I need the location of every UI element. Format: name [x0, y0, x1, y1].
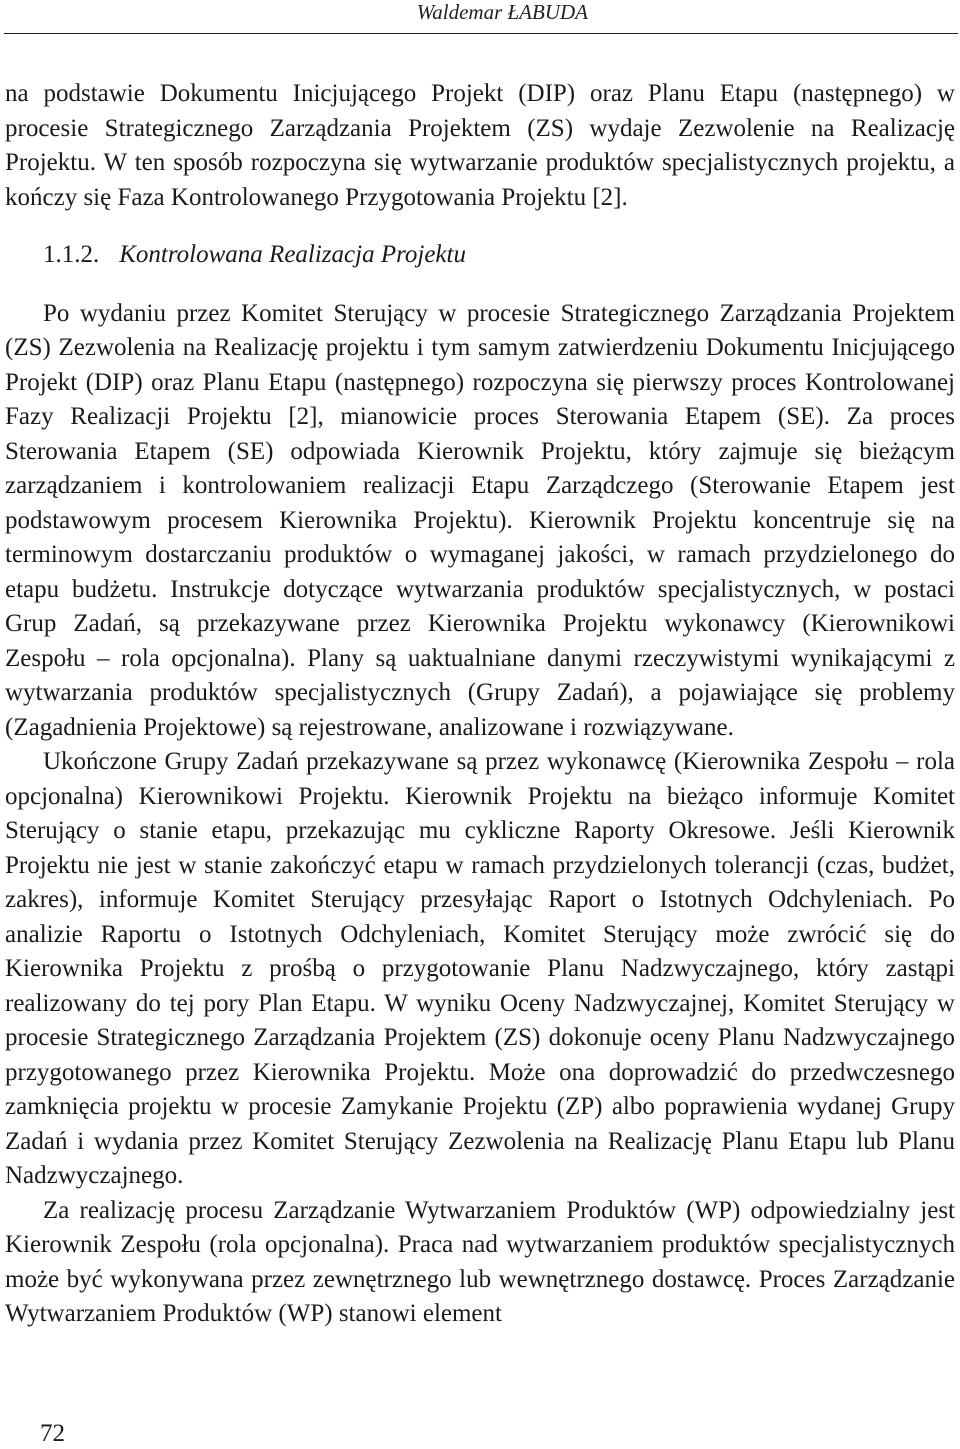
- paragraph-continuation: na podstawie Dokumentu Inicjującego Projekt (DIP) oraz Planu Etapu (następnego) w procesie Strategicznego Zarządzania Projektem (ZS) wydaje Zezwolenie na Realizację Projektu. W ten sposób rozpoczyna się wytwarzanie produktów specjalistycznych projektu, a kończy się Faza Kontrolowanego Przygotowania Projektu [2].: [5, 80, 955, 211]
- paragraph: Ukończone Grupy Zadań przekazywane są przez wykonawcę (Kierownika Zespołu – rola opcjonalna) Kierownikowi Projektu. Kierownik Projektu na bieżąco informuje Komitet Sterujący o stanie etapu, przekazując mu cykliczne Raporty Okresowe. Jeśli Kierownik Projektu nie jest w stanie zakończyć etapu w ramach przydzielonych tolerancji (czas, budżet, zakres), informuje Komitet Sterujący przesyłając Raport o Istotnych Odchyleniach. Po analizie Raportu o Istotnych Odchyleniach, Komitet Sterujący może zwrócić się do Kierownika Projektu z prośbą o przygotowanie Planu Nadzwyczajnego, który zastąpi realizowany do tej pory Plan Etapu. W wyniku Oceny Nadzwyczajnej, Komitet Sterujący w procesie Strategicznego Zarządzania Projektem (ZS) dokonuje oceny Planu Nadzwyczajnego przygotowanego przez Kierownika Projektu. Może ona doprowadzić do przedwczesnego zamknięcia projektu w procesie Zamykanie Projektu (ZP) albo poprawienia wydanej Grupy Zadań i wydania przez Komitet Sterujący Zezwolenia na Realizację Planu Etapu lub Planu Nadzwyczajnego.: [5, 748, 955, 1189]
- body-text: [5, 77, 955, 1332]
- section-title: Kontrolowana Realizacja Projektu: [119, 241, 466, 268]
- paragraph: Po wydaniu przez Komitet Sterujący w procesie Strategicznego Zarządzania Projektem (ZS) Zezwolenia na Realizację projektu i tym samym zatwierdzeniu Dokumentu Inicjującego Projekt (DIP) oraz Planu Etapu (następnego) rozpoczyna się pierwszy proces Kontrolowanej Fazy Realizacji Projektu [2], mianowicie proces Sterowania Etapem (SE). Za proces Sterowania Etapem (SE) odpowiada Kierownik Projektu, który zajmuje się bieżącym zarządzaniem i kontrolowaniem realizacji Etapu Zarządczego (Sterowanie Etapem jest podstawowym procesem Kierownika Projektu). Kierownik Projektu koncentruje się na terminowym dostarczaniu produktów o wymaganej jakości, w ramach przydzielonego do etapu budżetu. Instrukcje dotyczące wytwarzania produktów specjalistycznych, w postaci Grup Zadań, są przekazywane przez Kierownika Projektu wykonawcy (Kierownikowi Zespołu – rola opcjonalna). Plany są uaktualniane danymi rzeczywistymi wynikającymi z wytwarzania produktów specjalistycznych (Grupy Zadań), a pojawiające się problemy (Zagadnienia Projektowe) są rejestrowane, analizowane i rozwiązywane.: [5, 299, 955, 741]
- section-heading: [43, 238, 955, 273]
- section-number: 1.1.2.: [43, 241, 100, 268]
- page-number: 72: [40, 1420, 65, 1447]
- header-rule: [4, 33, 958, 34]
- running-header-author: Waldemar ŁABUDA: [416, 0, 588, 24]
- paragraph: Za realizację procesu Zarządzanie Wytwarzaniem Produktów (WP) odpowiedzialny jest Kierownik Zespołu (rola opcjonalna). Praca nad wytwarzaniem produktów specjalistycznych może być wykonywana przez zewnętrznego lub wewnętrznego dostawcę. Proces Zarządzanie Wytwarzaniem Produktów (WP) stanowi element: [5, 1196, 955, 1327]
